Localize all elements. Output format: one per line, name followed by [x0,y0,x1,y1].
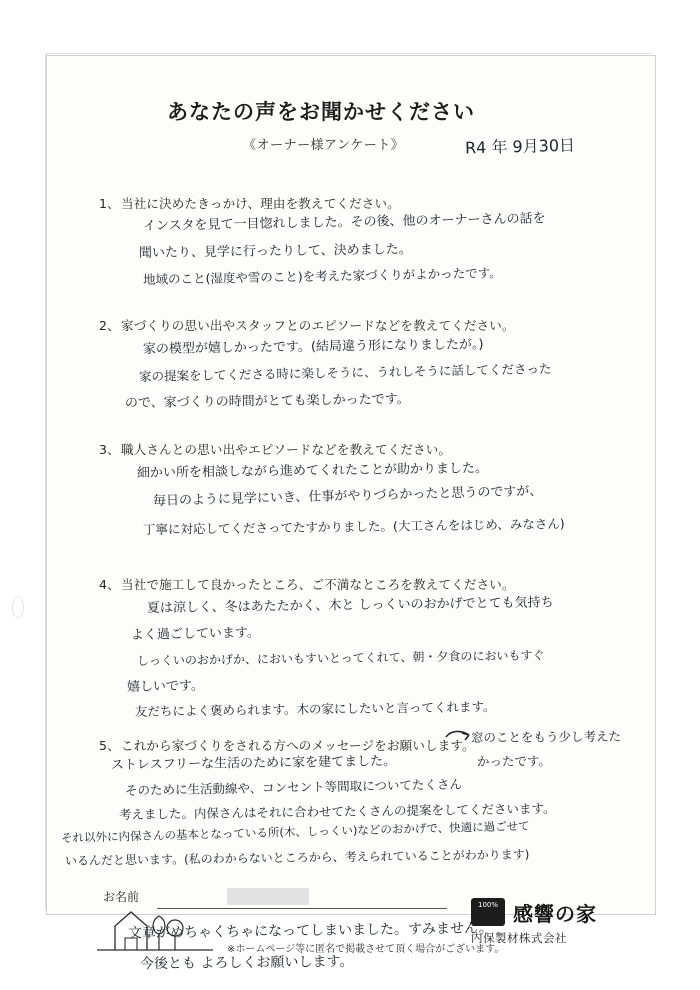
company-name: 内保製材株式会社 [471,931,567,945]
question-4-number: 4、 [99,577,120,592]
question-4-prompt: 当社で施工して良かったところ、ご不満なところを教えてください。 [121,577,515,592]
question-3-answer-line-2: 毎日のように見学にいき、仕事がやりづらかったと思うのですが、 [152,483,543,509]
question-1-answer-line-1: インスタを見て一目惚れしました。その後、他のオーナーさんの話を [142,211,546,234]
question-2-answer-line-2: 家の提案をしてくださる時に楽しそうに、うれしそうに話してくださった [138,361,552,384]
question-5-prompt: これから家づくりをされる方へのメッセージをお願いします。 [121,738,475,753]
footnote-text: ※ホームページ等に匿名で掲載させて頂く場合がございます。 [227,944,505,955]
footer-handwriting-line-1: 文章がめちゃくちゃになってしまいました。すみません。 [127,920,493,942]
question-5-margin-note-line-2: かったです。 [476,753,552,769]
question-2-answer-line-1: 家の模型が嬉しかったです。(結局違う形になりましたが。) [142,337,484,357]
margin-note-arrow-icon [445,728,475,744]
question-1-number: 1、 [99,196,120,211]
question-5-margin-note-line-1: 窓のことをもう少し考えた [470,728,622,745]
question-5-number: 5、 [99,738,120,753]
question-2-prompt: 家づくりの思い出やスタッフとのエピソードなどを教えてください。 [121,318,515,333]
question-1-answer-line-2: 聞いたり、見学に行ったりして、決めました。 [138,242,412,261]
question-3-answer-line-3: 丁寧に対応してくださってたすかりました。(大工さんをはじめ、みなさん) [142,516,565,537]
question-5-answer-line-3: 考えました。内保さんはそれに合わせてたくさんの提案をしてくださいます。 [118,800,556,822]
question-4-answer-line-3: しっくいのおかげか、においもすいとってくれて、朝・夕食のにおいもすぐ [136,648,545,668]
question-3-prompt: 職人さんとの思い出やエピソードなどを教えてください。 [121,442,452,457]
question-1-answer-line-3: 地域のこと(湿度や雪のこと)を考えた家づくりがよかったです。 [142,265,502,287]
page-title: あなたの声をお聞かせください [167,100,475,124]
question-4-answer-line-1: 夏は涼しく、冬はあたたかく、木と しっくいのおかげでとても気持ち [146,595,554,616]
name-field-redaction [227,888,309,905]
question-1-prompt: 当社に決めたきっかけ、理由を教えてください。 [121,196,400,211]
question-4-answer-line-2: よく過ごしています。 [130,625,261,643]
eco-seal-icon: 100% [471,898,505,926]
name-field-label: お名前 [103,890,140,904]
question-5-answer-line-4: それ以外に内保さんの基本となっている所(木、しっくい)などのおかげで、快適に過ごせて [60,818,530,845]
brand-name: 感響の家 [513,902,597,926]
question-5-answer-line-1: ストレスフリーな生活のために家を建てました。 [110,754,397,773]
question-3-answer-line-1: 細かい所を相談しながら進めてくれたことが助かりました。 [136,461,489,481]
question-5-answer-line-2: そのために生活動線や、コンセント等間取についてたくさん [124,776,463,798]
question-5-answer-line-5: いるんだと思います。(私のわからないところから、考えられていることがわかります) [64,847,530,868]
date-handwritten: R4 年 9月30日 [464,135,576,158]
page-subtitle: 《オーナー様アンケート》 [243,138,405,153]
question-4-answer-line-4: 嬉しいです。 [126,678,205,695]
question-2-answer-line-3: ので、家づくりの時間がとても楽しかったです。 [124,392,410,411]
scan-edge-artifact [12,596,24,618]
footer-handwriting-line-2: 今後とも よろしくお願いします。 [139,953,354,973]
question-4-answer-line-5: 友だちによく褒められます。木の家にしたいと言ってくれます。 [134,698,496,719]
question-3-number: 3、 [99,442,120,457]
question-2-number: 2、 [99,318,120,333]
